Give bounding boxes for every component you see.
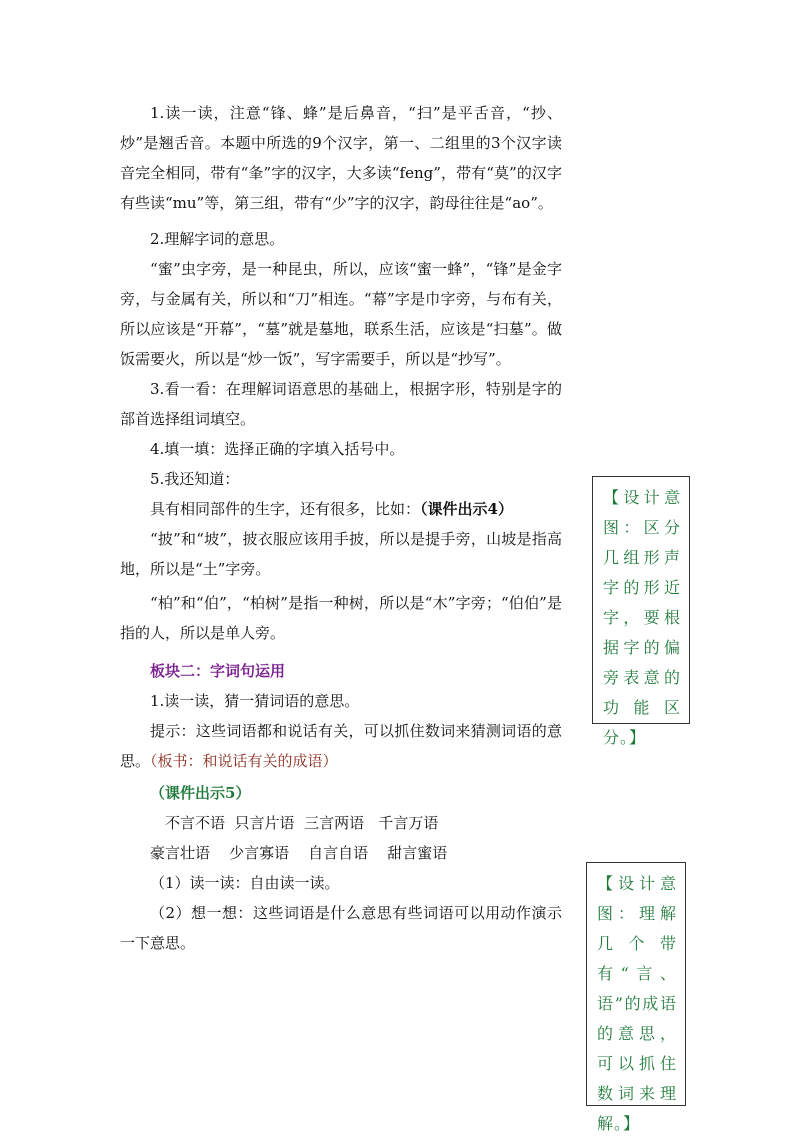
paragraph-bai-bo: “柏”和“伯”，“柏树”是指一种树，所以是“木”字旁；“伯伯”是指的人，所以是单人旁。 xyxy=(120,594,562,642)
design-note-box-1: 【设计意图：区分几组形声字的形近字，要根据字的偏旁表意的功能区分。】 xyxy=(592,476,690,724)
examples-text: 具有相同部件的生字，还有很多，比如： xyxy=(150,500,421,518)
paragraph-pi-po: “披”和“坡”，披衣服应该用手披，所以是提手旁，山坡是指高地，所以是“土”字旁。 xyxy=(120,530,562,578)
courseware-4: （课件出示4） xyxy=(420,500,513,518)
paragraph-fill: 4.填一填：选择正确的字填入括号中。 xyxy=(150,440,405,458)
paragraph-look: 3.看一看：在理解词语意思的基础上，根据字形，特别是字的部首选择组词填空。 xyxy=(120,380,562,428)
courseware-5: （课件出示5） xyxy=(150,784,251,802)
paragraph-understand-body: “蜜”虫字旁，是一种昆虫，所以，应该“蜜一蜂”，“锋”是金字旁，与金属有关，所以和“刀”相连。“幕”字是巾字旁，与布有关，所以应该是“开幕”，“墓”就是墓地，联系生活，应该是“扫墓”。做饭需要火，所以是“炒一饭”，写字需要手，所以是“抄写”。 xyxy=(120,260,562,368)
paragraph-also-know: 5.我还知道： xyxy=(150,470,240,488)
paragraph-understand-heading: 2.理解字词的意思。 xyxy=(150,230,285,248)
idiom-row-2: 豪言壮语 少言寡语 自言自语 甜言蜜语 xyxy=(150,844,448,862)
board-note: （板书：和说话有关的成语） xyxy=(150,752,338,770)
idiom-row-1: 不言不语 只言片语 三言两语 千言万语 xyxy=(165,814,439,832)
hint-text: 提示：这些词语都和说话有关，可以抓住数词来猜测词语的意思。 xyxy=(120,722,562,770)
question-read: （1）读一读：自由读一读。 xyxy=(150,874,340,892)
design-note-box-2: 【设计意图：理解几个带有“言、语”的成语的意思，可以抓住数词来理解。】 xyxy=(586,862,686,1106)
section-title-2: 板块二：字词句运用 xyxy=(150,662,286,680)
question-think: （2）想一想：这些词语是什么意思有些词语可以用动作演示一下意思。 xyxy=(120,904,562,952)
lesson-body xyxy=(120,98,562,958)
paragraph-hint xyxy=(120,716,562,776)
paragraph-read-aloud: 1.读一读，注意“锋、蜂”是后鼻音，“扫”是平舌音，“抄、炒”是翘舌音。本题中所选的9个汉字，第一、二组里的3个汉字读音完全相同，带有“夆”字的汉字，大多读“feng”，带有“莫”的汉字有些读“mu”等，第三组，带有“少”字的汉字，韵母往往是“ao”。 xyxy=(120,104,562,212)
paragraph-guess: 1.读一读，猜一猜词语的意思。 xyxy=(150,692,360,710)
paragraph-examples xyxy=(120,494,562,524)
